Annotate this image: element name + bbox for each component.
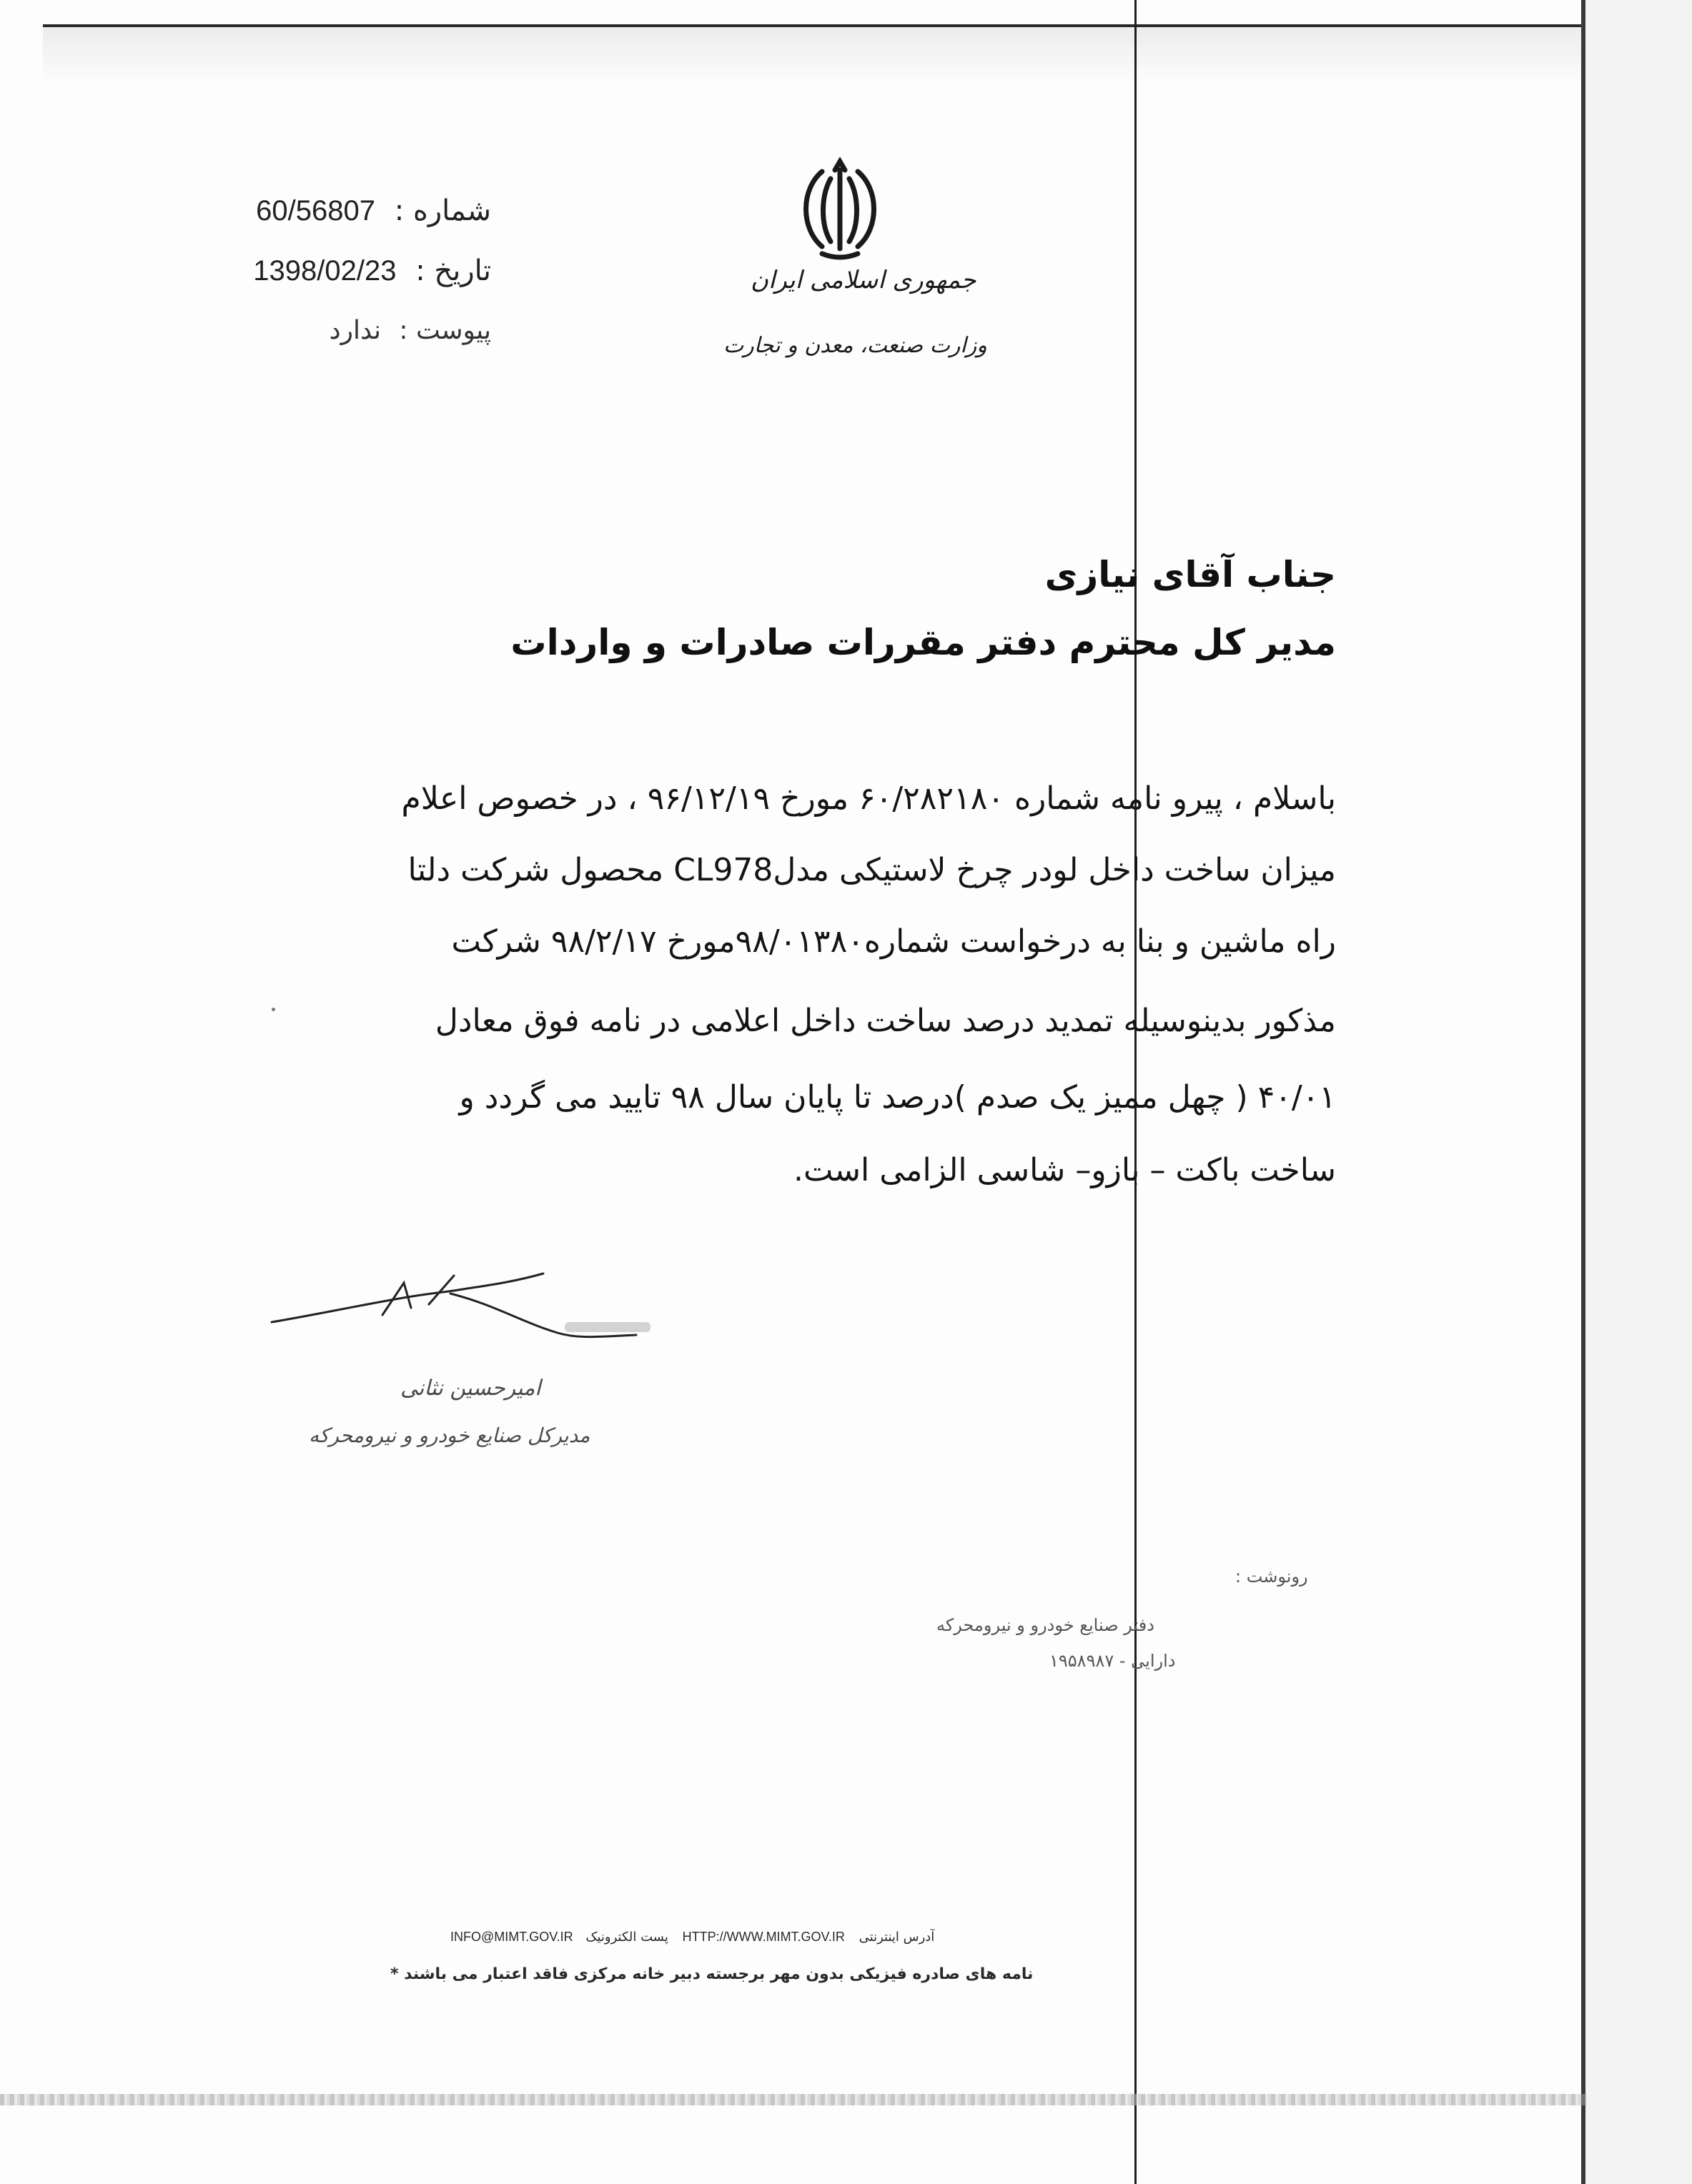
footer-email-label: پست الکترونیک — [585, 1930, 668, 1945]
letter-attachment-label: پیوست : — [399, 316, 491, 345]
recipient-name: جناب آقای نیازی — [1044, 554, 1336, 595]
letter-date-value: 1398/02/23 — [253, 255, 397, 287]
scan-top-smudge — [43, 27, 1587, 84]
signer-title: مدیرکل صنایع خودرو و نیرومحرکه — [309, 1424, 590, 1447]
emblem-ministry-name: وزارت صنعت، معدن و تجارت — [723, 333, 987, 358]
body-line-1: باسلام ، پیرو نامه شماره ۶۰/۲۸۲۱۸۰ مورخ ۹۶/۱۲/۱۹ ، در خصوص اعلام — [401, 780, 1336, 817]
body-line-6: ساخت باکت – بازو– شاسی الزامی است. — [793, 1152, 1336, 1188]
letter-number-label: شماره : — [394, 194, 491, 227]
letter-attachment-value: ندارد — [329, 316, 381, 345]
body-line-4: مذکور بدینوسیله تمدید درصد ساخت داخل اعلامی در نامه فوق معادل — [435, 1003, 1336, 1039]
body-line-2: میزان ساخت داخل لودر چرخ لاستیکی مدلCL978 محصول شرکت دلتا — [407, 852, 1336, 888]
footer-address-label: آدرس اینترنتی — [859, 1930, 935, 1945]
scan-bottom-noise — [0, 2094, 1587, 2105]
letter-number-value: 60/56807 — [256, 195, 375, 227]
recipient-title: مدیر کل محترم دفتر مقررات صادرات و واردات — [510, 622, 1336, 663]
scan-right-border — [1581, 0, 1585, 2184]
letter-date — [253, 254, 491, 287]
body-line-5: ۴۰/۰۱ ( چهل ممیز یک صدم )درصد تا پایان سال ۹۸ تایید می گردد و — [459, 1079, 1336, 1116]
footer-website: HTTP://WWW.MIMT.GOV.IR — [682, 1930, 845, 1944]
scan-top-edge — [43, 24, 1587, 27]
body-line-3: راه ماشین و بنا به درخواست شماره۹۸/۰۱۳۸۰مورخ ۹۸/۲/۱۷ شرکت — [451, 923, 1336, 960]
cc-heading: رونوشت : — [1235, 1567, 1308, 1587]
handwritten-signature — [264, 1265, 665, 1351]
cc-item-2: دارایی - ۱۹۵۸۹۸۷ — [1049, 1651, 1176, 1671]
iran-emblem-icon — [793, 157, 886, 264]
footer-contact — [450, 1930, 934, 1945]
emblem-country-name: جمهوری اسلامی ایران — [751, 266, 976, 294]
cc-item-1: دفتر صنایع خودرو و نیرومحرکه — [936, 1615, 1154, 1635]
letter-date-label: تاریخ : — [415, 254, 491, 287]
signer-name: امیرحسین نثانی — [400, 1376, 541, 1401]
scan-right-shade — [1585, 0, 1692, 2184]
scan-speck — [272, 1008, 275, 1011]
letter-number — [256, 194, 491, 227]
footer-note: نامه های صادره فیزیکی بدون مهر برجسته دبیر خانه مرکزی فاقد اعتبار می باشند * — [390, 1965, 1034, 1983]
letter-attachment — [330, 316, 491, 345]
footer-email: INFO@MIMT.GOV.IR — [450, 1930, 573, 1944]
